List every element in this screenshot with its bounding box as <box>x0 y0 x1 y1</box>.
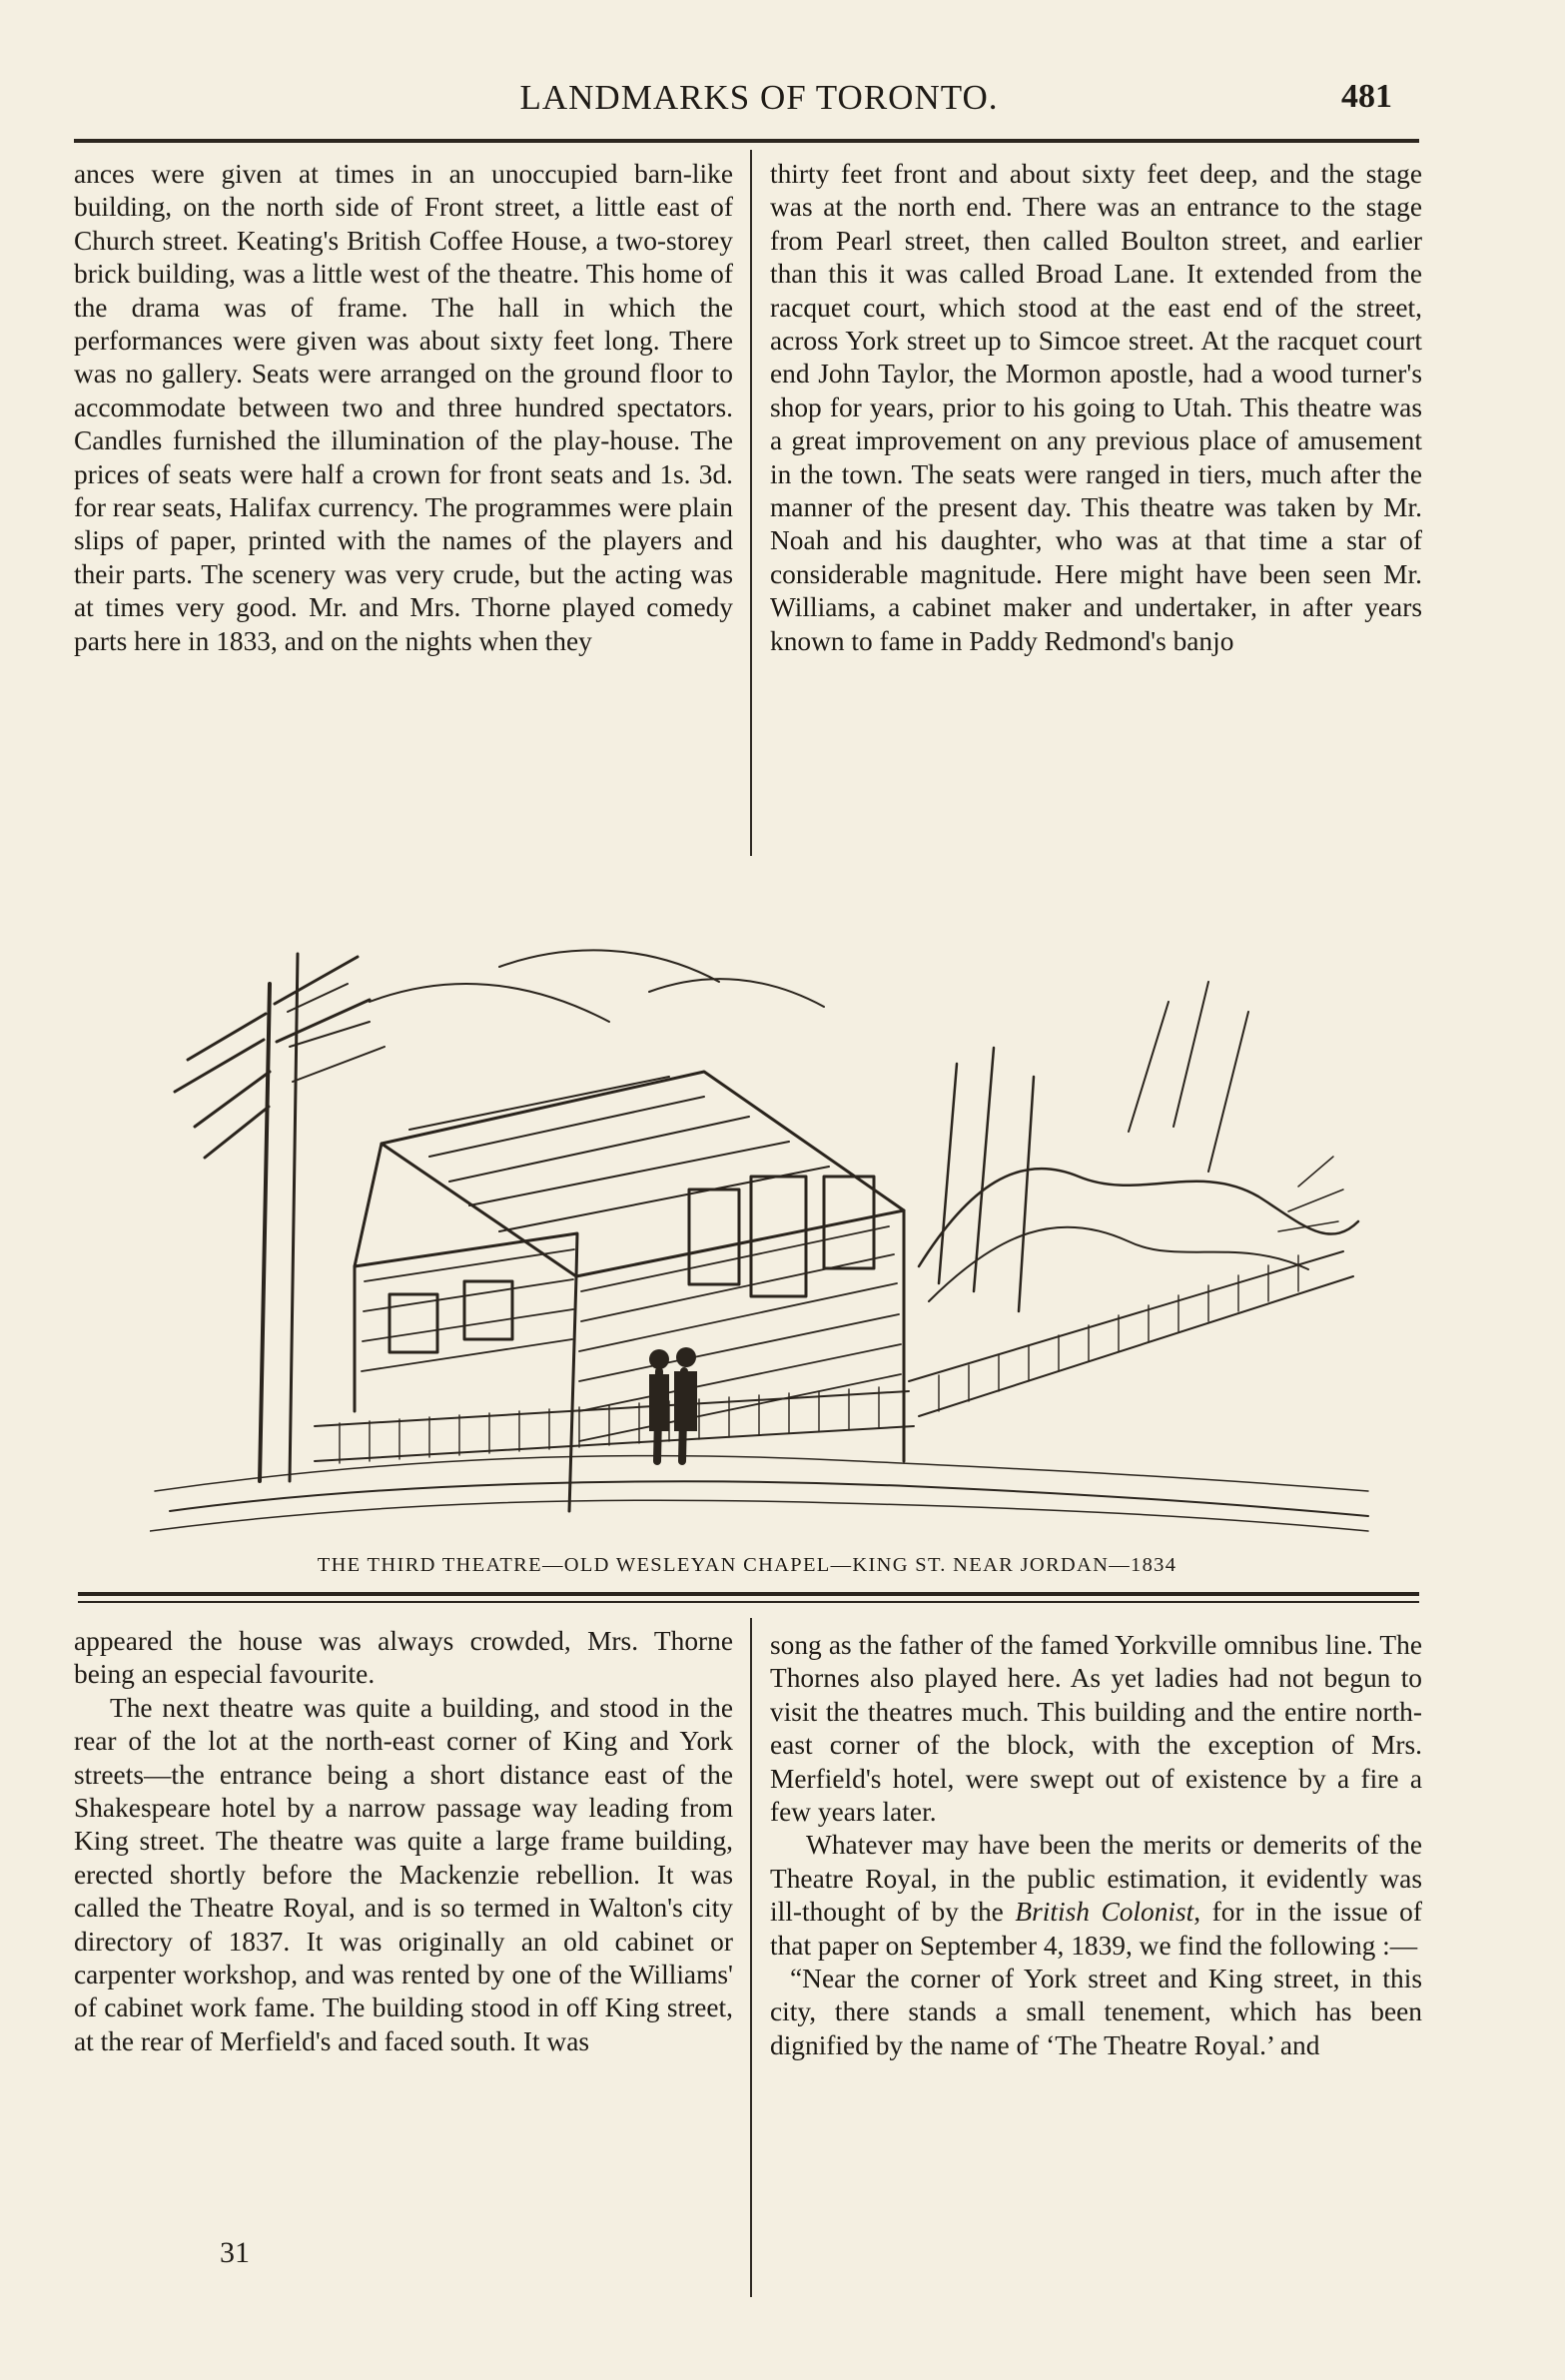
caption-rule-thin <box>78 1601 1419 1603</box>
top-column-divider <box>750 150 752 856</box>
theatre-illustration <box>150 872 1378 1546</box>
bottom-right-paragraph-2 <box>770 1829 1422 1963</box>
bottom-left-column <box>74 1625 733 2058</box>
bottom-column-divider <box>750 1618 752 2297</box>
running-header-title: LANDMARKS OF TORONTO. <box>519 78 999 117</box>
bottom-right-paragraph-2-text-a: Whatever may have been the merits or demerits of the Theatre Royal, in the public estimation, it evidently was ill-thought of by the <box>770 1830 1422 1928</box>
bottom-left-paragraph-1: appeared the house was always crowded, Mrs. Thorne being an especial favourite. <box>74 1626 733 1690</box>
newspaper-title: British Colonist <box>1015 1897 1194 1928</box>
bottom-right-paragraph-2-text-b: , for in the issue of that paper on September 4, 1839, we find the following :— <box>770 1897 1422 1961</box>
figure-caption: THE THIRD THEATRE—OLD WESLEYAN CHAPEL—KING ST. NEAR JORDAN—1834 <box>317 1554 1177 1576</box>
bottom-right-paragraph-1: song as the father of the famed Yorkville omnibus line. The Thornes also played here. As yet ladies had not begun to visit the theatres much. This building and the entire north-east corner of the block, with the exception of Mrs. Merfield's hotel, were swept out of existence by a fire a few years later. <box>770 1630 1422 1828</box>
top-right-paragraph: thirty feet front and about sixty feet deep, and the stage was at the north end. There was an entrance to the stage from Pearl street, then called Boulton street, and earlier than this it was called Broad Lane. It extended from the racquet court, which stood at the east end of the street, across York street up to Simcoe street. At the racquet court end John Taylor, the Mormon apostle, had a wood turner's shop for years, prior to his going to Utah. This theatre was a great improvement on any previous place of amusement in the town. The seats were ranged in tiers, much after the manner of the present day. This theatre was taken by Mr. Noah and his daughter, who was at that time a star of considerable magnitude. Here might have been seen Mr. Williams, a cabinet maker and undertaker, in after years known to fame in Paddy Redmond's banjo <box>770 159 1422 656</box>
bottom-left-paragraph-2: The next theatre was quite a building, and stood in the rear of the lot at the north-east corner of King and York streets—the entrance being a short distance east of the Shakespeare hotel by a narrow passage way leading from King street. The theatre was quite a large frame building, erected shortly before the Mackenzie rebellion. It was called the Theatre Royal, and is so termed in Walton's city directory of 1837. It was originally an old cabinet or carpenter workshop, and was rented by one of the Williams' of cabinet work fame. The building stood in off King street, at the rear of Merfield's and faced south. It was <box>74 1692 733 2056</box>
bottom-right-column <box>770 1629 1422 2062</box>
top-left-column <box>74 158 733 658</box>
signature-mark: 31 <box>220 2236 250 2269</box>
header-rule <box>74 139 1419 143</box>
page-number: 481 <box>1341 78 1392 115</box>
bottom-right-paragraph-3: “Near the corner of York street and King street, in this city, there stands a small tenement, which has been dignified by the name of ‘The Theatre Royal.’ and <box>770 1964 1422 2060</box>
caption-rule-thick <box>78 1592 1419 1596</box>
top-right-column <box>770 158 1422 658</box>
top-left-paragraph: ances were given at times in an unoccupied barn-like building, on the north side of Front street, a little east of Church street. Keating's British Coffee House, a two-storey brick building, was a little west of the theatre. This home of the drama was of frame. The hall in which the performances were given was about sixty feet long. There was no gallery. Seats were arranged on the ground floor to accommodate between two and three hundred spectators. Candles furnished the illumination of the play-house. The prices of seats were half a crown for front seats and 1s. 3d. for rear seats, Halifax currency. The programmes were plain slips of paper, printed with the names of the players and their parts. The scenery was very crude, but the acting was at times very good. Mr. and Mrs. Thorne played comedy parts here in 1833, and on the nights when they <box>74 159 733 656</box>
